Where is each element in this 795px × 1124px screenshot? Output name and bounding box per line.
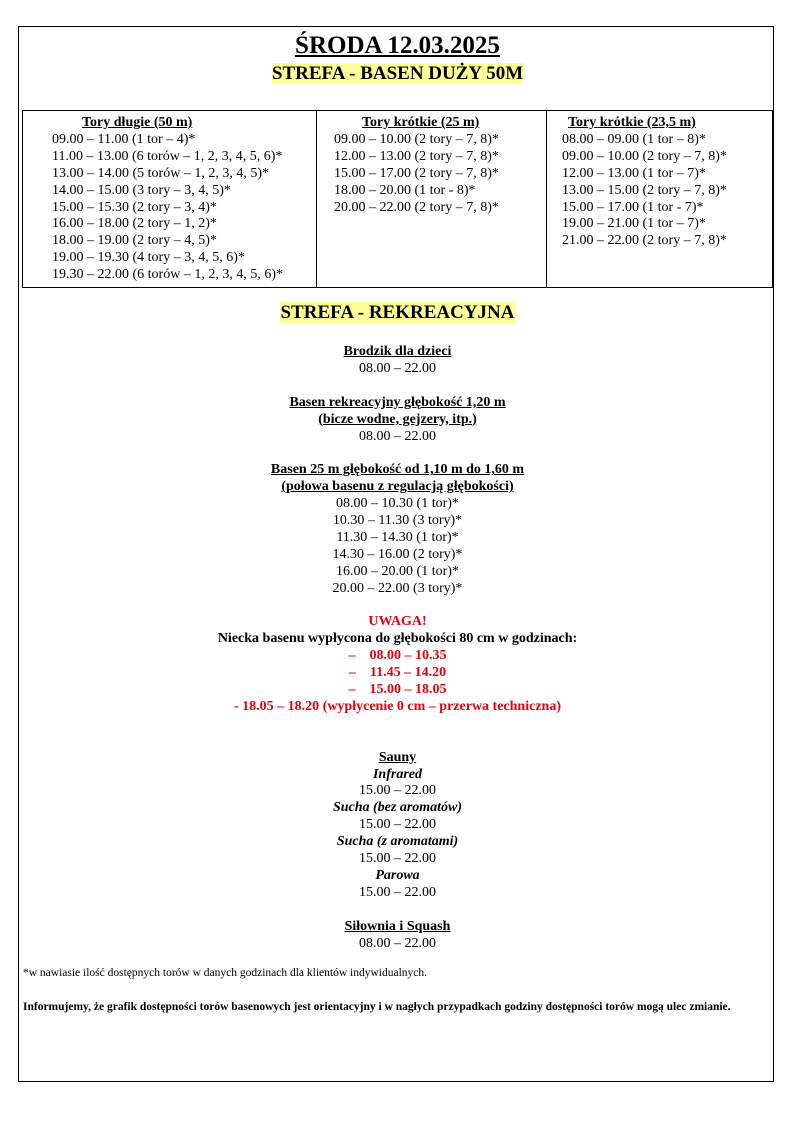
recreation-pool-subtitle: (bicze wodne, gejzery, itp.) xyxy=(318,411,477,427)
zone-heading-recreation xyxy=(0,302,795,324)
footnote: *w nawiasie ilość dostępnych torów w danych godzinach dla klientów indywidualnych. xyxy=(23,967,428,979)
paddling-pool-hours: 08.00 – 22.00 xyxy=(359,360,436,376)
paddling-pool-title: Brodzik dla dzieci xyxy=(343,344,452,359)
list-item: 20.00 – 22.00 (2 tory – 7, 8)* xyxy=(334,199,499,215)
list-item: 14.30 – 16.00 (2 tory)* xyxy=(332,546,463,562)
pool25-subtitle: (połowa basenu z regulacją głębokości) xyxy=(281,479,514,495)
list-item: 11.00 – 13.00 (6 torów – 1, 2, 3, 4, 5, 6)* xyxy=(52,148,283,164)
list-item: 16.00 – 18.00 (2 tory – 1, 2)* xyxy=(52,216,217,232)
lanes-short235-column xyxy=(562,115,727,250)
sauna-name: Sucha (z aromatami) xyxy=(336,834,459,850)
sauna-name: Parowa xyxy=(375,868,420,884)
zone-heading-large-pool xyxy=(0,63,795,85)
warning-dash: – xyxy=(348,682,356,698)
list-item: 16.00 – 20.00 (1 tor)* xyxy=(336,563,459,579)
saunas-title: Sauny xyxy=(378,749,417,765)
list-item: 13.00 – 15.00 (2 tory – 7, 8)* xyxy=(562,182,727,198)
warning-dash: – xyxy=(348,648,356,664)
sauna-name: Sucha (bez aromatów) xyxy=(332,800,463,816)
recreation-pool-title: Basen rekreacyjny głębokość 1,20 m xyxy=(289,394,506,410)
info-notice: Informujemy, że grafik dostępności torów basenowych jest orientacyjny i w nagłych przypadkach godziny dostępności torów mogą ulec zmianie. xyxy=(23,1001,731,1013)
gym-title: Siłownia i Squash xyxy=(344,918,451,934)
lanes-long-column xyxy=(52,115,283,284)
zone-heading-large-pool-text: STREFA - BASEN DUŻY 50M xyxy=(271,63,524,84)
list-item: 18.00 – 19.00 (2 tory – 4, 5)* xyxy=(52,233,217,249)
warning-time-value: 11.45 – 14.20 xyxy=(369,665,447,681)
column-divider xyxy=(546,111,547,287)
list-item: 12.00 – 13.00 (1 tor – 7)* xyxy=(562,165,706,181)
lanes-short235-header: Tory krótkie (23,5 m) xyxy=(568,115,696,130)
sauna-hours: 15.00 – 22.00 xyxy=(359,851,436,867)
list-item: 19.00 – 19.30 (4 tory – 3, 4, 5, 6)* xyxy=(52,250,245,266)
sauna-name: Infrared xyxy=(372,766,422,782)
list-item: 13.00 – 14.00 (5 torów – 1, 2, 3, 4, 5)* xyxy=(52,165,269,181)
list-item: 12.00 – 13.00 (2 tory – 7, 8)* xyxy=(334,148,499,164)
warning-title: UWAGA! xyxy=(368,614,427,630)
list-item: 09.00 – 11.00 (1 tor – 4)* xyxy=(52,131,196,147)
column-divider xyxy=(316,111,317,287)
gym-hours: 08.00 – 22.00 xyxy=(359,935,436,951)
warning-time-value: 08.00 – 10.35 xyxy=(369,648,447,664)
warning-time-value: 15.00 – 18.05 xyxy=(369,682,447,698)
list-item: 21.00 – 22.00 (2 tory – 7, 8)* xyxy=(562,233,727,249)
warning-time xyxy=(0,648,795,665)
warning-extra: - 18.05 – 18.20 (wypłycenie 0 cm – przerwa techniczna) xyxy=(234,698,561,714)
list-item: 19.30 – 22.00 (6 torów – 1, 2, 3, 4, 5, 6)* xyxy=(52,267,283,283)
recreation-section xyxy=(0,344,795,953)
lanes-short25-column xyxy=(334,115,499,216)
sauna-hours: 15.00 – 22.00 xyxy=(359,817,436,833)
list-item: 09.00 – 10.00 (2 tory – 7, 8)* xyxy=(334,131,499,147)
warning-time xyxy=(0,682,795,699)
lanes-long-header: Tory długie (50 m) xyxy=(82,115,193,130)
list-item: 11.30 – 14.30 (1 tor)* xyxy=(336,529,459,545)
list-item: 14.00 – 15.00 (3 tory – 3, 4, 5)* xyxy=(52,182,231,198)
list-item: 15.00 – 17.00 (2 tory – 7, 8)* xyxy=(334,165,499,181)
recreation-pool-hours: 08.00 – 22.00 xyxy=(359,428,436,444)
list-item: 09.00 – 10.00 (2 tory – 7, 8)* xyxy=(562,148,727,164)
list-item: 19.00 – 21.00 (1 tor – 7)* xyxy=(562,216,706,232)
warning-text: Niecka basenu wypłycona do głębokości 80 cm w godzinach: xyxy=(217,631,578,647)
list-item: 20.00 – 22.00 (3 tory)* xyxy=(332,580,463,596)
list-item: 15.00 – 17.00 (1 tor - 7)* xyxy=(562,199,704,215)
list-item: 15.00 – 15.30 (2 tory – 3, 4)* xyxy=(52,199,217,215)
sauna-hours: 15.00 – 22.00 xyxy=(359,783,436,799)
list-item: 10.30 – 11.30 (3 tory)* xyxy=(332,513,463,529)
lanes-short25-header: Tory krótkie (25 m) xyxy=(362,115,480,130)
list-item: 08.00 – 09.00 (1 tor – 8)* xyxy=(562,131,706,147)
lanes-table xyxy=(22,110,773,288)
sauna-hours: 15.00 – 22.00 xyxy=(359,884,436,900)
list-item: 08.00 – 10.30 (1 tor)* xyxy=(336,496,459,512)
warning-dash: – xyxy=(348,665,356,681)
page-title: ŚRODA 12.03.2025 xyxy=(295,32,500,59)
list-item: 18.00 – 20.00 (1 tor - 8)* xyxy=(334,182,476,198)
pool25-title: Basen 25 m głębokość od 1,10 m do 1,60 m xyxy=(270,462,525,478)
warning-time xyxy=(0,665,795,682)
zone-heading-recreation-text: STREFA - REKREACYJNA xyxy=(280,302,515,323)
